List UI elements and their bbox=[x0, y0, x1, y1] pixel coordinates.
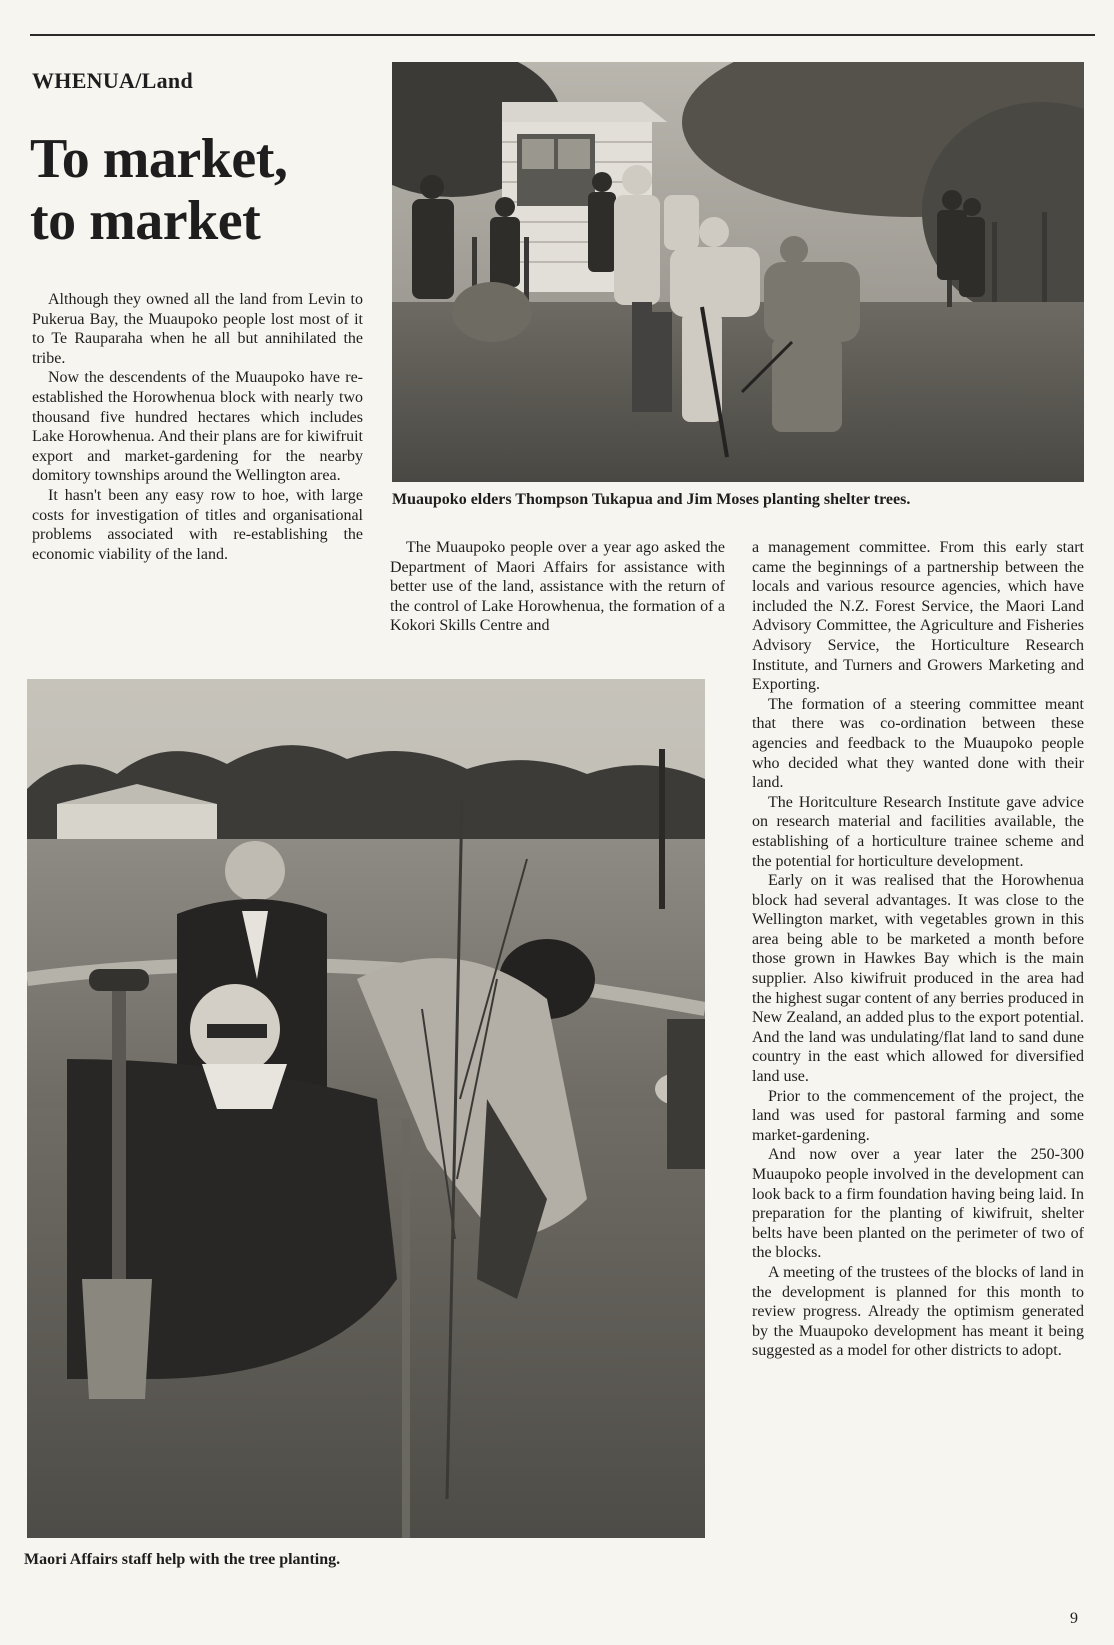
paragraph: Prior to the commencement of the project, the land was used for pastoral farming and some market-gardening. bbox=[752, 1087, 1084, 1144]
paragraph: Early on it was realised that the Horowhenua block had several advantages. It was close to the Wellington market, with vegetables grown in this area being able to be marketed a month before those grown in Hawkes Bay which is the main supplier. Also kiwifruit produced in the area had the highest sugar content of any berries produced in New Zealand, an added plus to the export potential. And the land was undulating/flat land to sand dune country in the east which allowed for diversified land use. bbox=[752, 872, 1084, 1086]
page-number: 9 bbox=[1070, 1610, 1078, 1627]
headline-line-2: to market bbox=[30, 190, 261, 252]
paragraph: The formation of a steering committee meant that there was co-ordination between these agencies and feedback to the Muaupoko people who decided what they wanted done with their land. bbox=[752, 695, 1084, 792]
paragraph: Now the descendents of the Muaupoko have re-established the Horowhenua block with nearly two thousand five hundred hectares which includes Lake Horowhenua. And their plans are for kiwifruit export and market-gardening for the nearby domitory townships around the Wellington area. bbox=[32, 369, 363, 485]
section-label: WHENUA/Land bbox=[32, 68, 194, 93]
paragraph: The Horitculture Research Institute gave advice on research material and facilities available, the establishing of a horticulture trainee scheme and the potential for horticulture development. bbox=[752, 793, 1084, 870]
page-title bbox=[30, 128, 370, 252]
article-column-2 bbox=[390, 538, 725, 636]
photo-staff-planting bbox=[27, 679, 705, 1538]
header-rule bbox=[30, 34, 1095, 36]
paragraph: It hasn't been any easy row to hoe, with large costs for investigation of titles and organisational problems associated with re-establishing the economic viability of the land. bbox=[32, 486, 363, 563]
article-column-3 bbox=[752, 538, 1084, 1361]
paragraph: The Muaupoko people over a year ago asked the Department of Maori Affairs for assistance with better use of the land, assistance with the return of the control of Lake Horowhenua, the formation of a Kokori Skills Centre and bbox=[390, 539, 725, 635]
headline-line-1: To market, bbox=[30, 128, 288, 190]
paragraph: And now over a year later the 250-300 Muaupoko people involved in the development can look back to a firm foundation having being laid. In preparation for the planting of kiwifruit, shelter belts have been planted on the perimeter of two of the blocks. bbox=[752, 1146, 1084, 1262]
paragraph: A meeting of the trustees of the blocks of land in the development is planned for this month to review progress. Already the optimism generated by the Muaupoko development has meant it being suggested as a model for other districts to adopt. bbox=[752, 1263, 1084, 1360]
photo-caption-bottom: Maori Affairs staff help with the tree planting. bbox=[24, 1551, 341, 1568]
paragraph: Although they owned all the land from Levin to Pukerua Bay, the Muaupoko people lost most of it to Te Rauparaha when he all but annihilated the tribe. bbox=[32, 291, 363, 367]
paragraph: a management committee. From this early start came the beginnings of a partnership between the locals and various resource agencies, which have included the N.Z. Forest Service, the Maori Land Advisory Committee, the Agriculture and Fisheries Advisory Service, the Horticulture Research Institute, and Turners and Growers Marketing and Exporting. bbox=[752, 539, 1084, 694]
article-column-1 bbox=[32, 290, 363, 564]
photo-caption-top: Muaupoko elders Thompson Tukapua and Jim Moses planting shelter trees. bbox=[392, 491, 911, 508]
photo-elders-planting bbox=[392, 62, 1084, 482]
